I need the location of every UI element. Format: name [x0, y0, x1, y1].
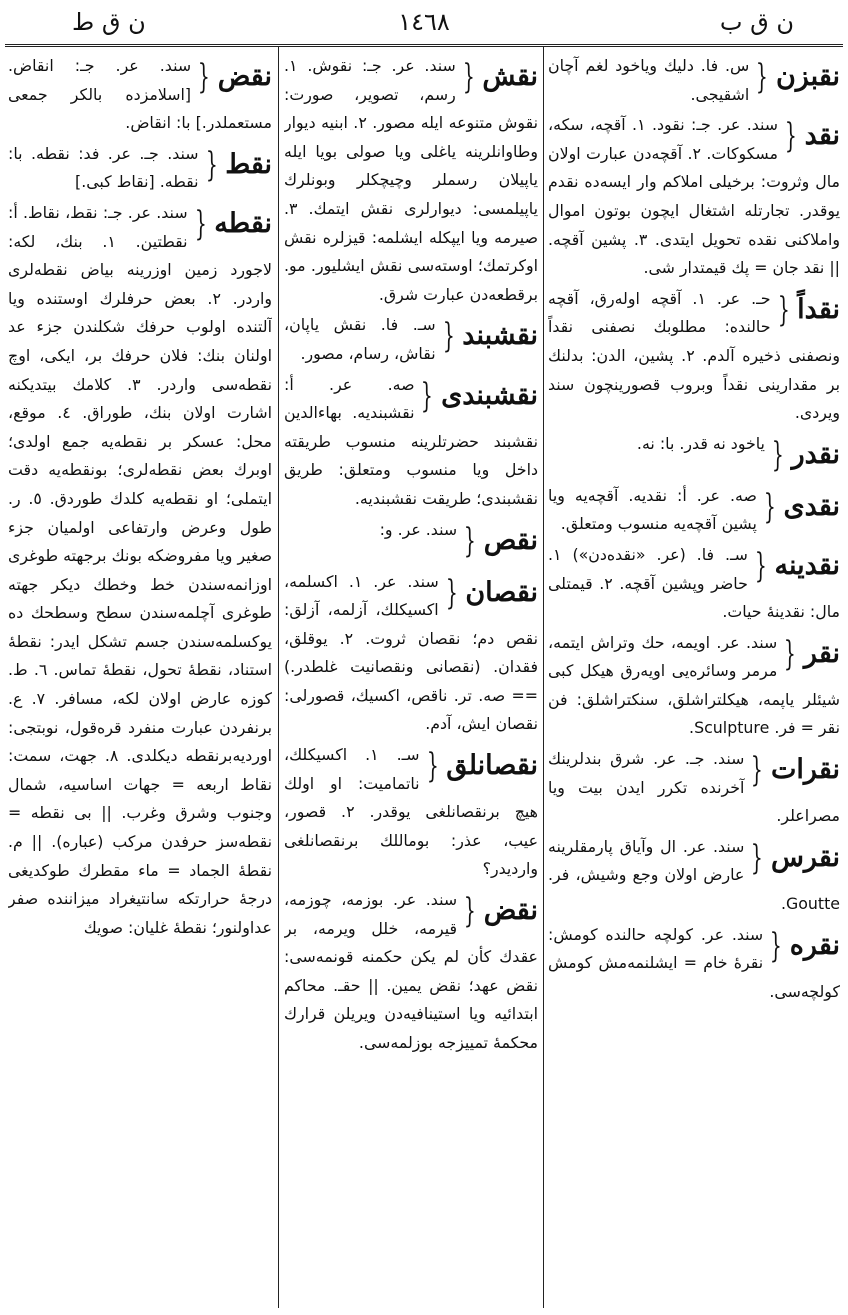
entry-headword: نقرات: [771, 754, 840, 786]
dictionary-entry: [548, 629, 840, 743]
entry-definition: یاخود نه قدر. با: نه.: [636, 433, 765, 453]
entry-headword: نقبزن: [775, 61, 840, 92]
header-right-letters: ن ق ب: [719, 8, 794, 36]
brace-mark: {: [777, 289, 790, 330]
entry-headword: نقدر: [791, 438, 840, 470]
dictionary-entry: [548, 430, 840, 480]
dictionary-entry: [284, 886, 538, 1058]
entry-definition: سند. عر. ١. اكسلمه، اكسیكلك، آزلمه، آزلق: نقص دم؛ نقصان ثروت. ٢. یوقلق، فقدان. (نقصانی ونقصانیت غلطدر.) == صه. تر. ناقص، اكسیك، قصورلی: نقصان ایش، آدم.: [284, 571, 538, 734]
entry-headword: نقش: [482, 61, 538, 92]
dictionary-entry: [548, 921, 840, 1007]
dictionary-entry: [284, 568, 538, 740]
entry-definition: صه. عر. أ: نقشبندیه. بهاءالدین نقشبند حضرتلرینه منسوب طریقته داخل ویا منسوب ومتعلق: طریق نقشبندی؛ طریقت نقشبندیه.: [284, 374, 538, 508]
column-rule-left: [278, 46, 279, 1308]
entry-headword: نقصان: [465, 576, 538, 608]
entry-definition: سند. عر. ال وآیاق پارمقلرینه عارض اولان وجع وشیش، فر. Goutte.: [548, 836, 840, 914]
brace-mark: {: [194, 203, 207, 244]
dictionary-entry: [548, 833, 840, 919]
dictionary-entry: [284, 371, 538, 514]
entry-definition: س. فا. دلیك ویاخود لغم آچان اشقیجی.: [548, 56, 750, 104]
brace-mark: {: [756, 57, 769, 97]
brace-mark: {: [463, 891, 476, 932]
brace-mark: {: [197, 57, 210, 97]
dictionary-entry: [8, 52, 272, 138]
brace-mark: {: [205, 144, 218, 185]
brace-mark: {: [462, 57, 475, 97]
entry-headword: نقطه: [214, 207, 272, 239]
dictionary-entry: [8, 140, 272, 197]
dictionary-entry: [548, 745, 840, 831]
entry-definition: سند. عر. بوزمه، چوزمه، قیرمه، خلل ویرمه، بر عقدك كأن لم یكن حكمنه قونمه‌سی: نقض عهد؛ نقض یمین. || حقـ. محاكم ابتدائیه ویا استینافیه‌دن ویریلن قرارك محكمهٔ تمییزجه بوزلمه‌سی.: [284, 890, 538, 1052]
entry-headword: نقر: [803, 637, 840, 669]
header-rule-second: [5, 46, 843, 47]
brace-mark: {: [754, 545, 767, 586]
entry-definition: سند. عر. كولچه حالنده كومش: نقرهٔ خام = ایشلنمه‌مش كومش كولچه‌سی.: [548, 924, 840, 1001]
dictionary-entry: [284, 311, 538, 368]
entry-definition: سـ. فا. نقش یاپان، نقاش، رسام، مصور.: [284, 315, 436, 363]
column-rule-right: [543, 46, 544, 1308]
entry-headword: نقط: [225, 148, 272, 180]
dictionary-entry: [8, 199, 272, 942]
entry-definition: سند. عر. جـ: انقاض. [اسلامزده بالكر جمعی مستعملدر.] با: انقاض.: [8, 56, 272, 133]
brace-mark: {: [751, 837, 764, 878]
entry-definition: سند. عر. جـ: نقط، نقاط. أ: نقطتین. ١. بنك، لكه: لاجورد زمین اوزرینه بیاض نقطه‌لری واردر. ٢. بعض حرفلرك اوستنده ویا آلتنده اولوب حرفك شكلندن جزء عد اولنان بنك: فلان حرفك بر، ایكی، اوچ نقطه‌سی واردر. ٣. كلامك بیتدیكنه اشارت اولان بنك، طوراق. ٤. موقع، محل: عسكر بر نقطه‌یه جمع اولدی؛ اوبرك بعض نقطه‌لری؛ بونقطه‌یه دقت ایتملی؛ او نقطه‌یه كلدك طوردق. ٥. ر. طول وعرض وارتفاعی اولمیان جزء صغیر ویا مفروضكه بونك برجهته طوغری اوزانمه‌سندن خط وخطك دیكر جهته طوغری آچلمه‌سندن سطح وسطحك ده یوكسلمه‌سندن جسم تشكل ایدر: نقطهٔ استناد، نقطهٔ تحول، نقطهٔ تماس. ٦. ط. كوزه عارض اولان لكه، مسافر. ٧. ع. برنفردن عبارت منفرد قره‌قول، نوبتجی: اوردیه‌برنقطه دیكلدی. ٨. جهت، سمت: نقاط اربعه = جهات اساسیه، شمال وجنوب وشرق وغرب. || بی نقطه = نقطه‌سز حرفدن مركب (عباره). || م. نقطهٔ الجماد = ماء مقطرك طوكدیغی درجهٔ حرارتكه سانتیغراد میزاننده صفر عداولنور؛ نقطهٔ غلیان: صویك: [8, 202, 272, 937]
entry-headword: نقشبند: [462, 320, 538, 352]
entry-definition: سـ. ١. اكسیكلك، ناتمامیت: او اولك هیچ برنقصانلغی یوقدر. ٢. قصور، عیب، عذر: بوماللك برنقصانلغی واردیدر؟: [284, 745, 538, 879]
entry-definition: صه. عر. أ: نقدیه. آقچه‌یه ویا پشین آقچه‌یه منسوب ومتعلق.: [548, 485, 757, 534]
entry-headword: نقشبندی: [441, 379, 538, 411]
entry-headword: نقض: [217, 61, 272, 92]
page-header: [0, 0, 848, 44]
entry-headword: نقره: [789, 929, 840, 961]
brace-mark: {: [771, 434, 784, 475]
entry-definition: سـ. فا. (عر. «نقده‌دن») ١. حاضر وپشین آقچه. ٢. قیمتلی مال: نقدینهٔ حیات.: [548, 544, 840, 622]
entry-headword: نقص: [483, 524, 538, 556]
dictionary-entry: [548, 541, 840, 627]
brace-mark: {: [763, 486, 776, 527]
brace-mark: {: [784, 633, 797, 674]
entry-definition: حـ. عر. ١. آقچه اوله‌رق، آقچه حالنده: مطلوبك نصفنی نقداً ونصفنی ذخیره آلدم. ٢. پشین، الدن: بدلنك بر مقدارینی نقداً وبروب قصورینچون سند ویردی.: [548, 288, 840, 423]
dictionary-entry: [284, 516, 538, 566]
brace-mark: {: [751, 750, 764, 791]
header-rule: [5, 44, 843, 45]
entry-headword: نقدی: [783, 490, 840, 522]
dictionary-entry: [284, 741, 538, 884]
dictionary-entry: [548, 52, 840, 109]
entry-definition: سند. عر. جـ: نقوش. ١. رسم، تصویر، صورت: نقوش متنوعه ایله مصور. ٢. ابنیه دیوار وطاوانلرینه یاغلی ویا صولی بویا ایله یاپیلان رسملر وچیچكلر وبونلرك یاپیلمسی: دیوارلری نقش ایتمك. ٣. صیرمه ویا ایپكله ایشلمه: قیزلره نقش اوكرتمك؛ اوسته‌سی نقش ایشلیور. مو. برقطعه‌دن عبارت شرق.: [284, 56, 538, 304]
header-left-letters: ن ق ط: [72, 8, 146, 36]
column-left: [8, 52, 272, 1310]
brace-mark: {: [426, 746, 439, 787]
entry-definition: سند. جـ. عر. فد: نقطه. با: نقطه. [نقاط كبی.]: [8, 143, 199, 192]
column-right: [548, 52, 840, 1310]
entry-headword: نقض: [483, 895, 538, 927]
brace-mark: {: [463, 520, 476, 561]
entry-headword: نقرس: [770, 841, 840, 873]
entry-headword: نقصانلق: [446, 750, 538, 782]
column-middle: [284, 52, 538, 1310]
brace-mark: {: [445, 572, 458, 613]
dictionary-entry: [284, 52, 538, 309]
entry-definition: سند. عر. جـ: نقود. ١. آقچه، سكه، مسكوكات. ٢. آقچه‌دن عبارت اولان مال وثروت: برخیلی املاكم وار ایسه‌ده نقدم یوقدر. تجارتله اشتغال ایچون بوتون اموال واملاكنی نقده تحویل ایتدی. ٣. پشین آقچه. || نقد جان = پك قیمتدار شی.: [548, 115, 840, 278]
dictionary-entry: [548, 482, 840, 539]
page-number: ١٤٦٨: [398, 8, 450, 36]
dictionary-entry: [548, 285, 840, 428]
entry-definition: سند. عر. اویمه، حك وتراش ایتمه، مرمر وسائره‌یی اویه‌رق هیكل كبی شیئلر یاپمه، هیكلتراشلق، سنكتراشلق: فن نقر = فر. Sculpture.: [548, 632, 840, 738]
entry-headword: نقد: [804, 120, 840, 152]
entry-definition: سند. جـ. عر. شرق بندلرینك آخرنده تكرر ایدن بیت ویا مصراعلر.: [548, 749, 840, 826]
brace-mark: {: [421, 375, 434, 416]
brace-mark: {: [784, 116, 797, 157]
entry-headword: نقدینه: [774, 549, 840, 581]
brace-mark: {: [770, 925, 782, 966]
entry-headword: نقداً: [797, 293, 840, 325]
entry-definition: سند. عر. و:: [379, 519, 458, 539]
dictionary-entry: [548, 111, 840, 283]
brace-mark: {: [442, 316, 455, 357]
